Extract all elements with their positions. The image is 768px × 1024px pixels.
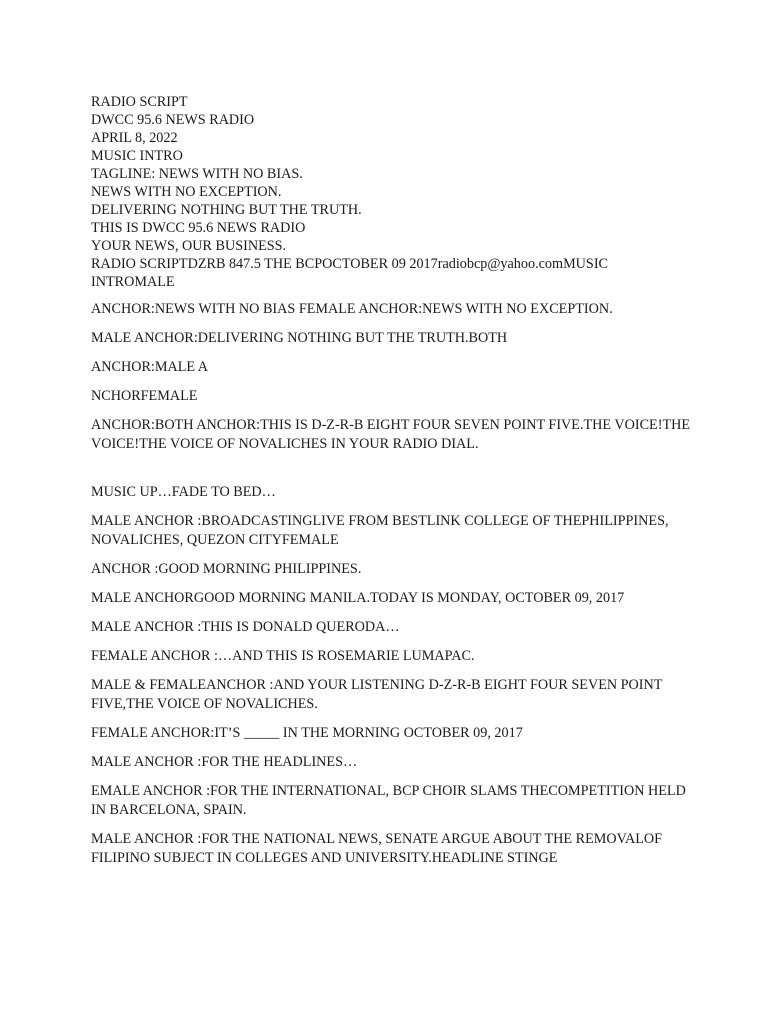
script-paragraph: MALE ANCHOR :THIS IS DONALD QUERODA…	[91, 619, 400, 635]
header-station-id: THIS IS DWCC 95.6 NEWS RADIO	[91, 220, 306, 236]
script-paragraph: MALE ANCHOR :FOR THE HEADLINES…	[91, 754, 358, 770]
script-paragraph: ANCHOR :GOOD MORNING PHILIPPINES.	[91, 561, 362, 577]
script-paragraph: MALE ANCHOR :FOR THE NATIONAL NEWS, SENATE ARGUE ABOUT THE REMOVALOF FILIPINO SUBJECT IN COLLEGES AND UNIVERSITY.HEADLINE STINGE	[91, 831, 663, 866]
header-tagline: TAGLINE: NEWS WITH NO BIAS.	[91, 166, 303, 182]
header-station: DWCC 95.6 NEWS RADIO	[91, 112, 255, 128]
script-paragraph: FEMALE ANCHOR:IT’S _____ IN THE MORNING OCTOBER 09, 2017	[91, 725, 523, 741]
script-paragraph: ANCHOR:NEWS WITH NO BIAS FEMALE ANCHOR:NEWS WITH NO EXCEPTION.	[91, 301, 613, 317]
script-paragraph: MALE ANCHORGOOD MORNING MANILA.TODAY IS MONDAY, OCTOBER 09, 2017	[91, 590, 625, 606]
script-paragraph: EMALE ANCHOR :FOR THE INTERNATIONAL, BCP CHOIR SLAMS THECOMPETITION HELD IN BARCELONA, SPAIN.	[91, 783, 686, 818]
header-music-intro: MUSIC INTRO	[91, 148, 183, 164]
script-paragraph: ANCHOR:MALE A	[91, 359, 209, 375]
radio-script-document	[91, 93, 691, 868]
script-paragraph: MUSIC UP…FADE TO BED…	[91, 484, 276, 500]
header-tagline-2: NEWS WITH NO EXCEPTION.	[91, 184, 282, 200]
script-paragraph: MALE ANCHOR :BROADCASTINGLIVE FROM BESTLINK COLLEGE OF THEPHILIPPINES, NOVALICHES, QUEZON CITYFEMALE	[91, 513, 669, 548]
header-intro-male: INTROMALE	[91, 274, 175, 290]
script-paragraph: MALE ANCHOR:DELIVERING NOTHING BUT THE TRUTH.BOTH	[91, 330, 508, 346]
script-paragraph: ANCHOR:BOTH ANCHOR:THIS IS D-Z-R-B EIGHT FOUR SEVEN POINT FIVE.THE VOICE!THE VOICE!THE VOICE OF NOVALICHES IN YOUR RADIO DIAL.	[91, 417, 691, 452]
header-source-line: RADIO SCRIPTDZRB 847.5 THE BCPOCTOBER 09 2017radiobcp@yahoo.comMUSIC	[91, 256, 609, 272]
header-slogan: YOUR NEWS, OUR BUSINESS.	[91, 238, 287, 254]
header-date: APRIL 8, 2022	[91, 130, 178, 146]
header-title: RADIO SCRIPT	[91, 94, 188, 110]
script-header	[91, 93, 691, 291]
header-tagline-3: DELIVERING NOTHING BUT THE TRUTH.	[91, 202, 362, 218]
script-paragraph: NCHORFEMALE	[91, 388, 198, 404]
script-paragraph: MALE & FEMALEANCHOR :AND YOUR LISTENING D-Z-R-B EIGHT FOUR SEVEN POINT FIVE,THE VOICE OF NOVALICHES.	[91, 677, 663, 712]
script-paragraph: FEMALE ANCHOR :…AND THIS IS ROSEMARIE LUMAPAC.	[91, 648, 475, 664]
